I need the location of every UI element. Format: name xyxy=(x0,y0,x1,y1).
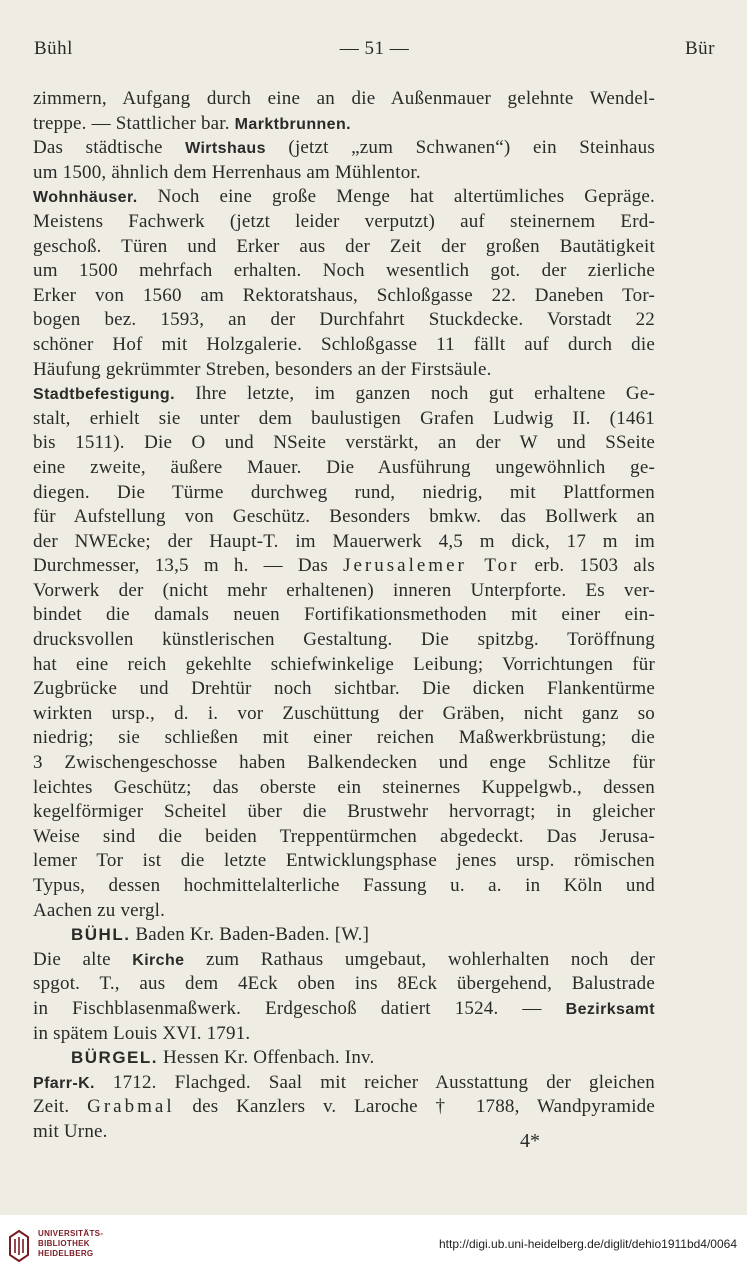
text-line xyxy=(33,185,655,210)
text-line xyxy=(33,161,655,186)
line-text: in Fischblasenmaßwerk. Erdgeschoß datiert 1524. — xyxy=(33,997,566,1019)
line-text: Vorwerk der (nicht mehr erhaltenen) inneren Unterpforte. Es ver- xyxy=(33,579,655,601)
spaced-term: Grabmal xyxy=(87,1096,175,1118)
line-text: 3 Zwischengeschosse haben Balkendecken und enge Schlitze für xyxy=(33,752,655,774)
line-text: kegelförmiger Scheitel über die Brustwehr hervorragt; in gleicher xyxy=(33,801,655,823)
text-line xyxy=(33,1095,655,1120)
text-line xyxy=(33,554,655,579)
line-text: Das städtische xyxy=(33,137,186,159)
text-line xyxy=(33,407,655,432)
text-line xyxy=(33,505,655,530)
line-text: lemer Tor ist die letzte Entwicklungsphase jenes ursp. römischen xyxy=(33,850,655,872)
line-text: mit Urne. xyxy=(33,1120,108,1142)
line-text: diegen. Die Türme durchweg rund, niedrig, mit Plattformen xyxy=(33,481,655,503)
line-text: Die alte xyxy=(33,948,133,970)
line-text: eine zweite, äußere Mauer. Die Ausführung ungewöhnlich ge- xyxy=(33,456,655,478)
page-number: — 51 — xyxy=(339,38,410,59)
text-line xyxy=(33,259,655,284)
library-name-line-1: UNIVERSITÄTS- xyxy=(38,1229,104,1238)
line-text: Meistens Fachwerk (jetzt leider verputzt) auf steinernem Erd- xyxy=(33,210,655,232)
text-line xyxy=(33,431,655,456)
line-text: Weise sind die beiden Treppentürmchen abgedeckt. Das Jerusa- xyxy=(33,825,655,847)
line-text: wirkten ursp., d. i. vor Zuschüttung der Gräben, nicht ganz so xyxy=(33,702,655,724)
line-text: Typus, dessen hochmittelalterliche Fassung u. a. in Köln und xyxy=(33,875,655,896)
line-text-continued: zum Rathaus umgebaut, wohlerhalten noch der xyxy=(184,948,655,970)
entry-heading: BÜHL. xyxy=(71,925,131,945)
running-header xyxy=(32,38,717,66)
library-name-line-2: BIBLIOTHEK xyxy=(38,1239,90,1248)
bold-keyword: Wirtshaus xyxy=(185,140,266,158)
line-text: zimmern, Aufgang durch eine an die Außenmauer gelehnte Wendel- xyxy=(33,88,655,109)
text-line xyxy=(33,726,655,751)
bold-keyword: Marktbrunnen. xyxy=(234,115,351,133)
bold-keyword: Bezirksamt xyxy=(565,1000,655,1018)
text-line xyxy=(33,136,655,161)
line-text: niedrig; sie schließen mit einer reichen Maßwerkbrüstung; die xyxy=(33,727,655,749)
text-line xyxy=(33,849,655,874)
text-line xyxy=(33,481,655,506)
line-text: treppe. — Stattlicher bar. xyxy=(33,112,235,134)
line-text: bogen bez. 1593, an der Durchfahrt Stuckdecke. Vorstadt 22 xyxy=(33,309,655,331)
text-line xyxy=(33,333,655,358)
signature-mark: 4* xyxy=(520,1130,540,1152)
line-text: drucksvollen künstlerischen Gestaltung. Die spitzbg. Toröffnung xyxy=(33,629,655,651)
header-right: Bür xyxy=(685,38,715,59)
library-logo-icon xyxy=(8,1229,30,1263)
text-line xyxy=(33,677,655,702)
line-text: hat eine reich gekehlte schiefwinkelige Leibung; Vorrichtungen für xyxy=(33,653,655,675)
text-line xyxy=(33,702,655,727)
line-text: Zugbrücke und Drehtür noch sichtbar. Die dicken Flankentürme xyxy=(33,678,655,700)
line-text: Häufung gekrümmter Streben, besonders an der Firstsäule. xyxy=(33,358,492,380)
text-line xyxy=(33,653,655,678)
line-text: Durchmesser, 13,5 m h. — Das xyxy=(33,555,344,577)
spaced-term: Jerusalemer Tor xyxy=(343,555,520,577)
text-line xyxy=(33,284,655,309)
text-line xyxy=(33,751,655,776)
text-line xyxy=(33,382,655,407)
line-text: in spätem Louis XVI. 1791. xyxy=(33,1022,251,1044)
header-left: Bühl xyxy=(34,38,73,59)
text-line xyxy=(33,456,655,481)
text-line xyxy=(33,358,655,383)
bold-keyword: Kirche xyxy=(132,951,185,969)
text-line xyxy=(33,776,655,801)
line-text: spgot. T., aus dem 4Eck oben ins 8Eck übergehend, Balustrade xyxy=(33,973,655,995)
line-text: bis 1511). Die O und NSeite verstärkt, an der W und SSeite xyxy=(33,432,655,454)
text-line xyxy=(33,112,655,137)
line-text: bindet die damals neuen Fortifikationsmethoden mit einer ein- xyxy=(33,604,655,626)
text-line xyxy=(33,972,655,997)
text-line xyxy=(33,235,655,260)
line-text: Zeit. xyxy=(33,1096,88,1118)
text-line xyxy=(33,628,655,653)
line-text: um 1500, ähnlich dem Herrenhaus am Mühlentor. xyxy=(33,161,421,183)
line-text: für Aufstellung von Geschütz. Besonders bmkw. das Bollwerk an xyxy=(33,506,655,528)
line-text: der NWEcke; der Haupt-T. im Mauerwerk 4,5 m dick, 17 m im xyxy=(33,530,655,552)
line-text: schöner Hof mit Holzgalerie. Schloßgasse 11 fällt auf durch die xyxy=(33,333,655,355)
entry-heading: BÜRGEL. xyxy=(71,1048,158,1068)
text-line xyxy=(33,87,655,112)
text-line xyxy=(33,530,655,555)
line-text-continued: Hessen Kr. Offenbach. Inv. xyxy=(158,1047,375,1069)
line-text: stalt, erhielt sie unter dem baulustigen Grafen Ludwig II. (1461 xyxy=(33,407,655,429)
text-line xyxy=(33,1022,655,1047)
bold-keyword: Wohnhäuser. xyxy=(33,189,138,207)
line-text-continued: 1712. Flachged. Saal mit reicher Ausstattung der gleichen xyxy=(94,1071,655,1093)
text-line xyxy=(33,1071,655,1096)
line-text: geschoß. Türen und Erker aus der Zeit der großen Bautätigkeit xyxy=(33,235,655,257)
bold-keyword: Stadtbefestigung. xyxy=(33,386,175,404)
line-text-continued: Ihre letzte, im ganzen noch gut erhaltene Ge- xyxy=(174,383,655,405)
line-text-continued: erb. 1503 als xyxy=(519,555,656,577)
line-text: leichtes Geschütz; das oberste ein steinernes Kuppelgwb., dessen xyxy=(33,776,655,798)
footer-bar xyxy=(0,1215,747,1276)
line-text: Aachen zu vergl. xyxy=(33,899,166,921)
text-line xyxy=(33,1120,655,1145)
bold-keyword: Pfarr-K. xyxy=(33,1074,95,1092)
source-url-link[interactable]: http://digi.ub.uni-heidelberg.de/diglit/dehio1911bd4/0064 xyxy=(438,1237,737,1251)
text-line xyxy=(33,308,655,333)
text-line xyxy=(33,603,655,628)
text-line xyxy=(33,948,655,973)
library-name xyxy=(38,1229,103,1259)
body-text xyxy=(33,87,655,1145)
text-line xyxy=(33,825,655,850)
text-line xyxy=(33,997,655,1022)
line-text-continued: Baden Kr. Baden-Baden. [W.] xyxy=(130,924,370,946)
text-line xyxy=(33,579,655,604)
line-text-continued: (jetzt „zum Schwanen“) ein Steinhaus xyxy=(265,137,655,159)
text-line xyxy=(33,210,655,235)
line-text-continued: Noch eine große Menge hat altertümliches Gepräge. xyxy=(137,186,655,208)
library-name-line-3: HEIDELBERG xyxy=(38,1249,94,1258)
text-line xyxy=(33,800,655,825)
line-text: um 1500 mehrfach erhalten. Noch wesentlich got. der zierliche xyxy=(33,260,655,282)
text-line xyxy=(33,923,655,948)
line-text: Erker von 1560 am Rektoratshaus, Schloßgasse 22. Daneben Tor- xyxy=(33,284,655,306)
line-text-continued: des Kanzlers v. Laroche † 1788, Wandpyramide xyxy=(174,1096,655,1118)
text-line xyxy=(33,874,655,899)
text-line xyxy=(33,899,655,924)
text-line xyxy=(33,1046,655,1071)
